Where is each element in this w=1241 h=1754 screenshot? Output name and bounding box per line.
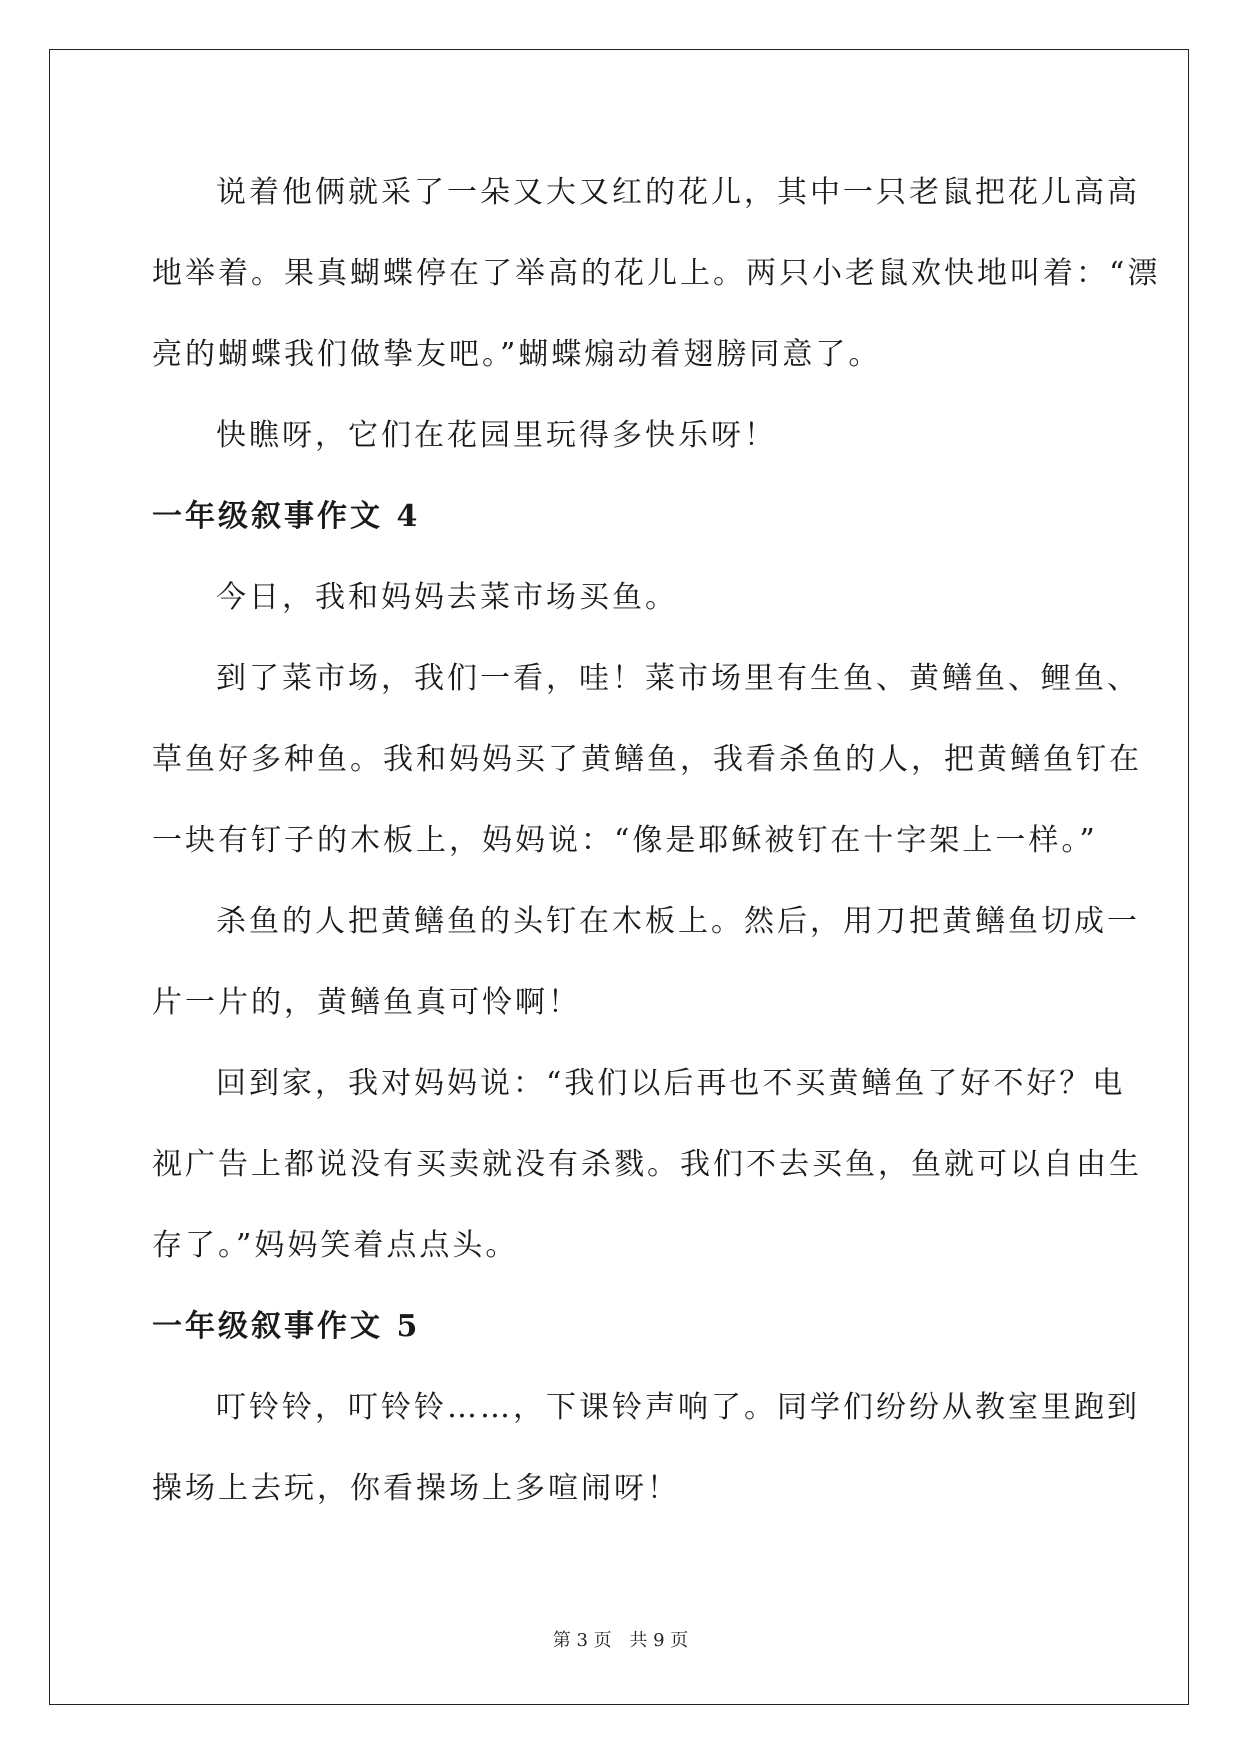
text-line: 回到家，我对妈妈说：“我们以后再也不买黄鳝鱼了好不好？电 [216,1066,1126,1101]
text-line: 地举着。果真蝴蝶停在了举高的花儿上。两只小老鼠欢快地叫着：“漂 [152,256,1161,291]
page-footer [0,1629,1241,1653]
page-number: 第 3 页 [552,1630,612,1651]
paragraph [152,395,1092,476]
text-line: 到了菜市场，我们一看，哇！菜市场里有生鱼、黄鳝鱼、鲤鱼、 [216,661,1140,696]
paragraph [152,557,1092,638]
section-heading: 一年级叙事作文 5 [152,1309,421,1344]
text-line: 视广告上都说没有买卖就没有杀戮。我们不去买鱼，鱼就可以自由生 [152,1147,1142,1182]
text-line: 一块有钉子的木板上，妈妈说：“像是耶稣被钉在十字架上一样。” [152,823,1098,858]
page-total: 共 9 页 [629,1630,689,1651]
paragraph [152,638,1142,881]
text-line: 说着他俩就采了一朵又大又红的花儿，其中一只老鼠把花儿高高 [216,175,1140,210]
text-line: 存了。”妈妈笑着点点头。 [152,1228,519,1263]
text-line: 亮的蝴蝶我们做挚友吧。”蝴蝶煽动着翅膀同意了。 [152,337,882,372]
document-body [152,152,1161,1529]
paragraph [152,881,1140,1043]
text-line: 快瞧呀，它们在花园里玩得多快乐呀！ [216,418,777,453]
paragraph [152,152,1161,395]
text-line: 片一片的，黄鳝鱼真可怜啊！ [152,985,581,1020]
text-line: 今日，我和妈妈去菜市场买鱼。 [216,580,678,615]
paragraph [152,1367,1140,1529]
paragraph [152,1043,1142,1286]
text-line: 操场上去玩，你看操场上多喧闹呀！ [152,1471,680,1506]
text-line: 叮铃铃，叮铃铃……，下课铃声响了。同学们纷纷从教室里跑到 [216,1390,1140,1425]
text-line: 草鱼好多种鱼。我和妈妈买了黄鳝鱼，我看杀鱼的人，把黄鳝鱼钉在 [152,742,1142,777]
section-heading: 一年级叙事作文 4 [152,499,421,534]
text-line: 杀鱼的人把黄鳝鱼的头钉在木板上。然后，用刀把黄鳝鱼切成一 [216,904,1140,939]
